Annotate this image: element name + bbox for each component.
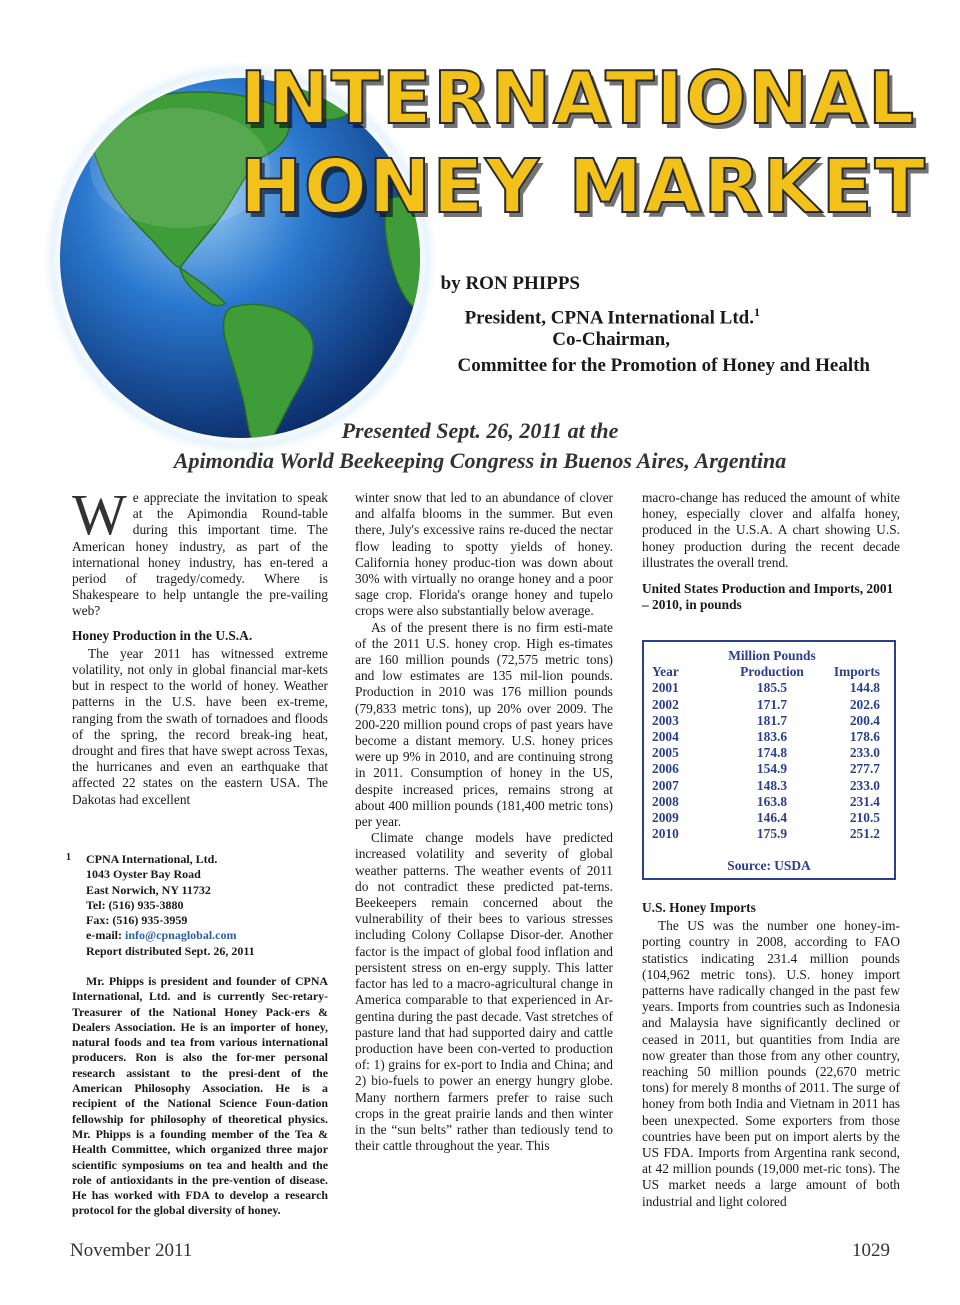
year-cell: 2008 (652, 793, 679, 809)
table-row (644, 778, 894, 794)
column-3-top (642, 490, 900, 613)
table-heading: United States Production and Imports, 2001 – 2010, in pounds (642, 581, 894, 613)
footnote-city: East Norwich, NY 11732 (86, 882, 211, 897)
footnote-mark: 1 (66, 852, 71, 863)
drop-cap: W (72, 482, 127, 547)
imports-cell: 233.0 (849, 777, 880, 793)
presented-line-1: Presented Sept. 26, 2011 at the (341, 418, 619, 443)
email-link[interactable]: info@cpnaglobal.com (124, 928, 237, 943)
production-imports-table (642, 640, 896, 880)
column-header-production: Production (740, 664, 804, 680)
footnote-report: Report distributed Sept. 26, 2011 (86, 943, 255, 958)
year-cell: 2009 (652, 810, 679, 826)
table-row (644, 680, 894, 696)
year-cell: 2002 (652, 696, 679, 712)
production-cell: 148.3 (756, 777, 788, 793)
column-2 (355, 490, 613, 1154)
production-cell: 171.7 (756, 696, 788, 712)
imports-cell: 277.7 (849, 761, 880, 777)
page-number: 1029 (852, 1240, 890, 1261)
production-cell: 146.4 (756, 810, 788, 826)
production-cell: 183.6 (756, 729, 788, 745)
paragraph: The year 2011 has witnessed extreme volatility, not only in global financial mar-kets but in respect to the world of honey. Weather patterns in the U.S. have been ex-treme, ranging from the swath of tornadoes and floods of the spring, the record break-ing heat, drought and fires that have swept across Texas, the hurricanes and even an earthquake that affected 22 states on the eastern USA. The Dakotas had excellent (72, 645, 328, 807)
imports-cell: 233.0 (849, 745, 880, 761)
imports-cell: 202.6 (849, 696, 880, 712)
imports-cell: 200.4 (849, 712, 880, 728)
title-line-2: HONEY MARKET (240, 144, 927, 230)
footnote (66, 852, 326, 959)
table-source: Source: USDA (727, 858, 811, 874)
table-row (644, 745, 894, 761)
table-row (644, 761, 894, 777)
column-header-year: Year (652, 664, 679, 680)
footer-date: November 2011 (70, 1240, 193, 1261)
footnote-fax: Fax: (516) 935-3959 (86, 913, 188, 928)
table-row (644, 729, 894, 745)
production-cell: 181.7 (756, 712, 788, 728)
footnote-company: CPNA International, Ltd. (86, 852, 218, 866)
author-bio: Mr. Phipps is president and founder of CPNA International, Ltd. and is currently Sec-retary-Treasurer of the National Honey Pack-ers & Dealers Association. He is an importer of honey, natural foods and tea from various international producers. Ron is also the for-mer personal research assistant to the presi-dent of the American Philosophy Association. He is a recipient of the National Science Foun-dation fellowship for philosophy of theoretical physics. Mr. Phipps is a founding member of the Tea & Health Committee, which organized three major scientific symposiums on tea and health and the role of antioxidants in the pre-vention of disease. He has worked with FDA to develop a research protocol for the global diversity of honey. (72, 974, 328, 1218)
intro-paragraph: We appreciate the invitation to speak at the Apimondia Round-table during this important time. The American honey industry, as part of the international honey industry, has en-tered a period of tragedy/comedy. Where is Shakespeare to help untangle the pre-vailing web? (72, 482, 328, 619)
table-row (644, 826, 894, 842)
footnote-reference: 1 (754, 305, 760, 319)
author-committee: Committee for the Promotion of Honey and Health (457, 355, 870, 376)
production-cell: 163.8 (756, 793, 788, 809)
footnote-tel: Tel: (516) 935-3880 (86, 897, 184, 912)
imports-cell: 251.2 (849, 826, 880, 842)
author-name: by RON PHIPPS (440, 273, 580, 294)
table-row (644, 713, 894, 729)
section-heading-imports: U.S. Honey Imports (642, 900, 756, 915)
imports-cell: 231.4 (849, 793, 880, 809)
column-3-bottom (642, 892, 900, 1210)
imports-cell: 210.5 (849, 810, 880, 826)
production-cell: 174.8 (756, 745, 788, 761)
author-title: President, CPNA International Ltd.$^1$ (464, 305, 760, 329)
title-line-1: INTERNATIONAL (240, 56, 917, 140)
year-cell: 2010 (652, 826, 679, 842)
production-cell: 154.9 (756, 761, 788, 777)
year-cell: 2005 (652, 745, 679, 761)
year-cell: 2006 (652, 761, 679, 777)
imports-cell: 144.8 (849, 680, 880, 696)
year-cell: 2003 (652, 712, 679, 728)
table-row (644, 794, 894, 810)
paragraph: The US was the number one honey-im-porting country in 2008, according to FAO statistics indicating 231.4 million pounds (104,962 metric tons). U.S. honey import patterns have radically changed in the past few years. Imports from countries such as Indonesia and Malaysia have significantly declined or ceased in 2011, but quantities from India are now greater than those from any other country, reaching 50 million pounds (22,670 metric tons) for merely 8 months of 2011. The surge of honey from both India and Vietnam in 2011 has been unexpected. Some exporters from those countries have been put on import alerts by the US FDA. Imports from Argentina rank second, at 42 million pounds (19,000 met-ric tons). The US market needs a large amount of both industrial and light colored (642, 918, 900, 1209)
production-cell: 185.5 (756, 680, 788, 696)
paragraph: winter snow that led to an abundance of clover and alfalfa blooms in the summer. But even there, July's excessive rains re-duced the nectar flow leading to spotty yields of honey. California honey produc-tion was down about 30% with virtually no orange honey and a poor sage crop. Florida's orange honey and tupelo crops were also substantially below average. (355, 490, 613, 619)
footnote-email-line: e-mail: info@cpnaglobal.com (86, 928, 237, 943)
production-cell: 175.9 (756, 826, 788, 842)
table-row (644, 810, 894, 826)
year-cell: 2007 (652, 777, 679, 793)
paragraph: As of the present there is no firm esti-mate of the 2011 U.S. honey crop. High es-timates are 160 million pounds (72,575 metric tons) and low estimates are 135 mil-lion pounds. Production in 2010 was 176 million pounds (79,833 metric tons), up 20% over 2009. The 200-220 million pound crops of past years have become a distant memory. U.S. honey prices were up 9% in 2010, and are continuing strong in 2011. Consumption of honey in the US, despite increased prices, remains strong at about 400 million pounds (181,400 metric tons) per year. (355, 619, 613, 830)
footnote-street: 1043 Oyster Bay Road (86, 867, 201, 882)
paragraph: macro-change has reduced the amount of white honey, especially clover and alfalfa honey, produced in the U.S.A. A chart showing U.S. honey production during the recent decade illustrates the overall trend. (642, 490, 900, 570)
column-header-imports: Imports (833, 664, 880, 680)
table-row (644, 697, 894, 713)
year-cell: 2004 (652, 729, 679, 745)
section-heading-production: Honey Production in the U.S.A. (72, 627, 253, 643)
author-cochair: Co-Chairman, (552, 329, 670, 350)
year-cell: 2001 (652, 680, 679, 696)
unit-header: Million Pounds (728, 648, 816, 663)
presented-line-2: Apimondia World Beekeeping Congress in Buenos Aires, Argentina (173, 448, 787, 473)
paragraph: Climate change models have predicted increased volatility and severity of global weather patterns. The weather events of 2011 do not contradict these predicted pat-terns. Beekeepers remain concerned about the vulnerability of their bees to various stresses including Colony Collapse Disor-der. Another factor is the impact of global food inflation and persistent stress on en-ergy supply. This latter factor has led to a macro-agricultural change in America comparable to that experienced in Ar-gentina during the past decade. Vast stretches of pasture land that had supported dairy and cattle production have been con-verted to production of: 1) grains for ex-port to India and China; and 2) bio-fuels to power an energy hungry globe. Many northern farmers prefer to raise such crops in the great prairie lands and then winter in the “sun belts” rather than tediously tend to their cattle throughout the year. This (355, 830, 613, 1154)
imports-cell: 178.6 (849, 729, 880, 745)
column-1 (72, 482, 328, 808)
